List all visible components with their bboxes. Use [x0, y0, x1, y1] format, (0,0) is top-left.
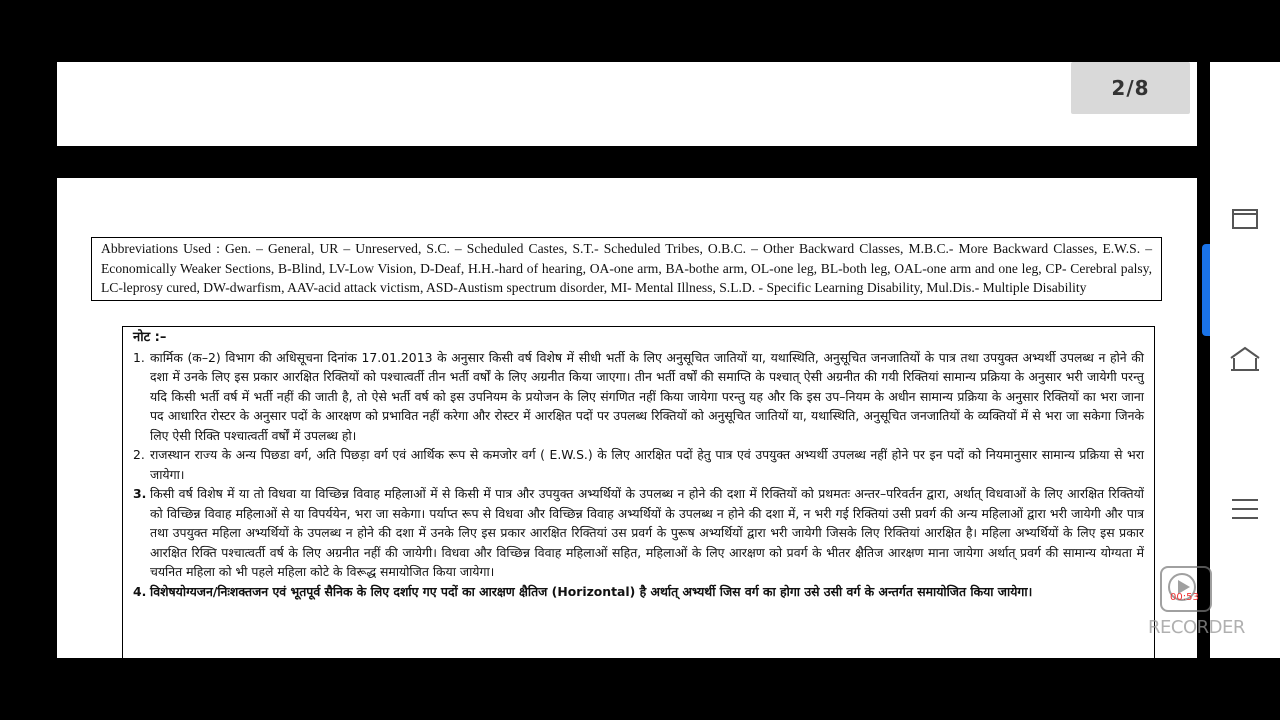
page-indicator: 2/8: [1071, 62, 1190, 114]
recorder-time: 00:53: [1170, 592, 1199, 603]
note-item: [133, 484, 1144, 582]
note-text: किसी वर्ष विशेष में या तो विधवा या विच्छिन्न विवाह महिलाओं में से किसी में पात्र और उपयुक्त अभ्यर्थियों के उपलब्ध न होने की दशा में रिक्तियों को प्रथमतः अन्तर–परिवर्तन द्वारा, अर्थात् विधवाओं के लिए आरक्षित रिक्तियों को विच्छिन्न विवाह महिलाओं से या विपर्ययेन, भरा जा सकेगा। पर्याप्त रूप से विधवा और विच्छिन्न विवाह अभ्यर्थियों के उपलब्ध न होने की दशा में, न भरी गई रिक्तियां उसी प्रवर्ग की अन्य महिलाओं द्वारा भरी जायेगी और पात्र तथा उपयुक्त महिला अभ्यर्थियों के उपलब्ध न होने की दशा में उनके लिए इस प्रकार आरक्षित रिक्तियां उस प्रवर्ग के पुरूष अभ्यर्थियों द्वारा भरी जायेगी जिसके लिए रिक्तियां आरक्षित है। महिला अभ्यर्थियों के लिए इस प्रकार आरक्षित रिक्ति पश्चात्वर्ती वर्ष के लिए अग्रनीत नहीं की जायेगी। विधवा और विच्छिन्न विवाह महिलाओं सहित, महिलाओं के लिए आरक्षण को प्रवर्ग के भीतर क्षैतिज आरक्षण माना जायेगा अर्थात् प्रवर्ग की सामान्य योग्यता में चयनित महिला को भी पहले महिला कोटे के विरूद्ध समायोजित किया जायेगा।: [150, 486, 1144, 579]
abbreviations-box: Abbreviations Used : Gen. – General, UR – Unreserved, S.C. – Scheduled Castes, S.T.- Scheduled Tribes, O.B.C. – Other Backward Classes, M.B.C.- More Backward Classes, E.W.S. – Economically Weaker Sections, B-Blind, LV-Low Vision, D-Deaf, H.H.-hard of hearing, OA-one arm, BA-bothe arm, OL-one leg, BL-both leg, OAL-one arm and one leg, CP- Cerebral palsy, LC-leprosy cured, DW-dwarfism, AAV-acid attack victism, ASD-Austism spectrum disorder, MI- Mental Illness, S.L.D. - Specific Learning Disability, Mul.Dis.- Multiple Disability: [91, 237, 1162, 301]
window-icon[interactable]: [1228, 204, 1262, 232]
home-icon[interactable]: [1228, 344, 1262, 372]
note-number: 2.: [133, 447, 145, 462]
note-item: [133, 582, 1144, 602]
document-page: [57, 178, 1197, 658]
note-item: [133, 445, 1144, 484]
note-number: 3.: [133, 486, 147, 501]
note-text: विशेषयोग्यजन/निःशक्तजन एवं भूतपूर्व सैनिक के लिए दर्शाए गए पदों का आरक्षण क्षैतिज (Horizontal) है अर्थात् अभ्यर्थी जिस वर्ग का होगा उसे उसी वर्ग के अन्तर्गत समायोजित किया जायेगा।: [150, 583, 1033, 599]
menu-icon[interactable]: [1228, 496, 1262, 524]
note-text: राजस्थान राज्य के अन्य पिछडा वर्ग, अति पिछड़ा वर्ग एवं आर्थिक रूप से कमजोर वर्ग ( E.W.S.) के लिए आरक्षित पदों हेतु पात्र एवं उपयुक्त अभ्यर्थी उपलब्ध नहीं होने पर इन पदों को नियमानुसार सामान्य प्रक्रिया से भरा जायेगा।: [150, 447, 1144, 482]
note-item: [133, 348, 1144, 446]
recorder-watermark: RECORDER: [1148, 617, 1245, 638]
note-number: 4.: [133, 583, 147, 599]
scrollbar[interactable]: [1202, 244, 1210, 336]
previous-page: [57, 62, 1197, 146]
note-text: कार्मिक (क–2) विभाग की अधिसूचना दिनांक 17.01.2013 के अनुसार किसी वर्ष विशेष में सीधी भर्ती के लिए अनुसूचित जातियों या, यथास्थिति, अनुसूचित जनजातियों के पात्र तथा उपयुक्त अभ्यर्थी उपलब्ध न होने की दशा में उनके लिए इस प्रकार आरक्षित रिक्तियों को पश्चात्वर्ती तीन भर्ती वर्षों के लिए अग्रनीत किया जाएगा। तीन भर्ती वर्षों की समाप्ति के पश्चात् ऐसी अग्रनीत की गयी रिक्तियां सामान्य प्रक्रिया के अनुसार भरी जायेगी परन्तु यदि किसी भर्ती वर्ष में भर्ती नहीं की जाती है, तो ऐसे भर्ती वर्ष को इस उपनियम के प्रयोजन के लिए संगणित नहीं किया जायेगा परन्तु यह और कि इस उप–नियम के अधीन सामान्य प्रक्रिया के अनुसार रिक्तियों का भरा जाना पद आधारित रोस्टर के अनुसार पदों के आरक्षण को प्रभावित नहीं करेगा और रोस्टर में आरक्षित पदों पर उपलब्ध रिक्तियों को अनुसूचित जातियों या, यथास्थिति, अनुसूचित जनजातियों के व्यक्तियों में से भरा जा सकेगा जिनके लिए ऐसी रिक्ति पश्चात्वर्ती वर्षों में उपलब्ध हो।: [150, 349, 1144, 443]
notes-title: नोट :–: [133, 330, 167, 345]
notes-box: [122, 326, 1155, 658]
note-number: 1.: [133, 349, 145, 365]
recorder-icon: [1160, 566, 1212, 612]
